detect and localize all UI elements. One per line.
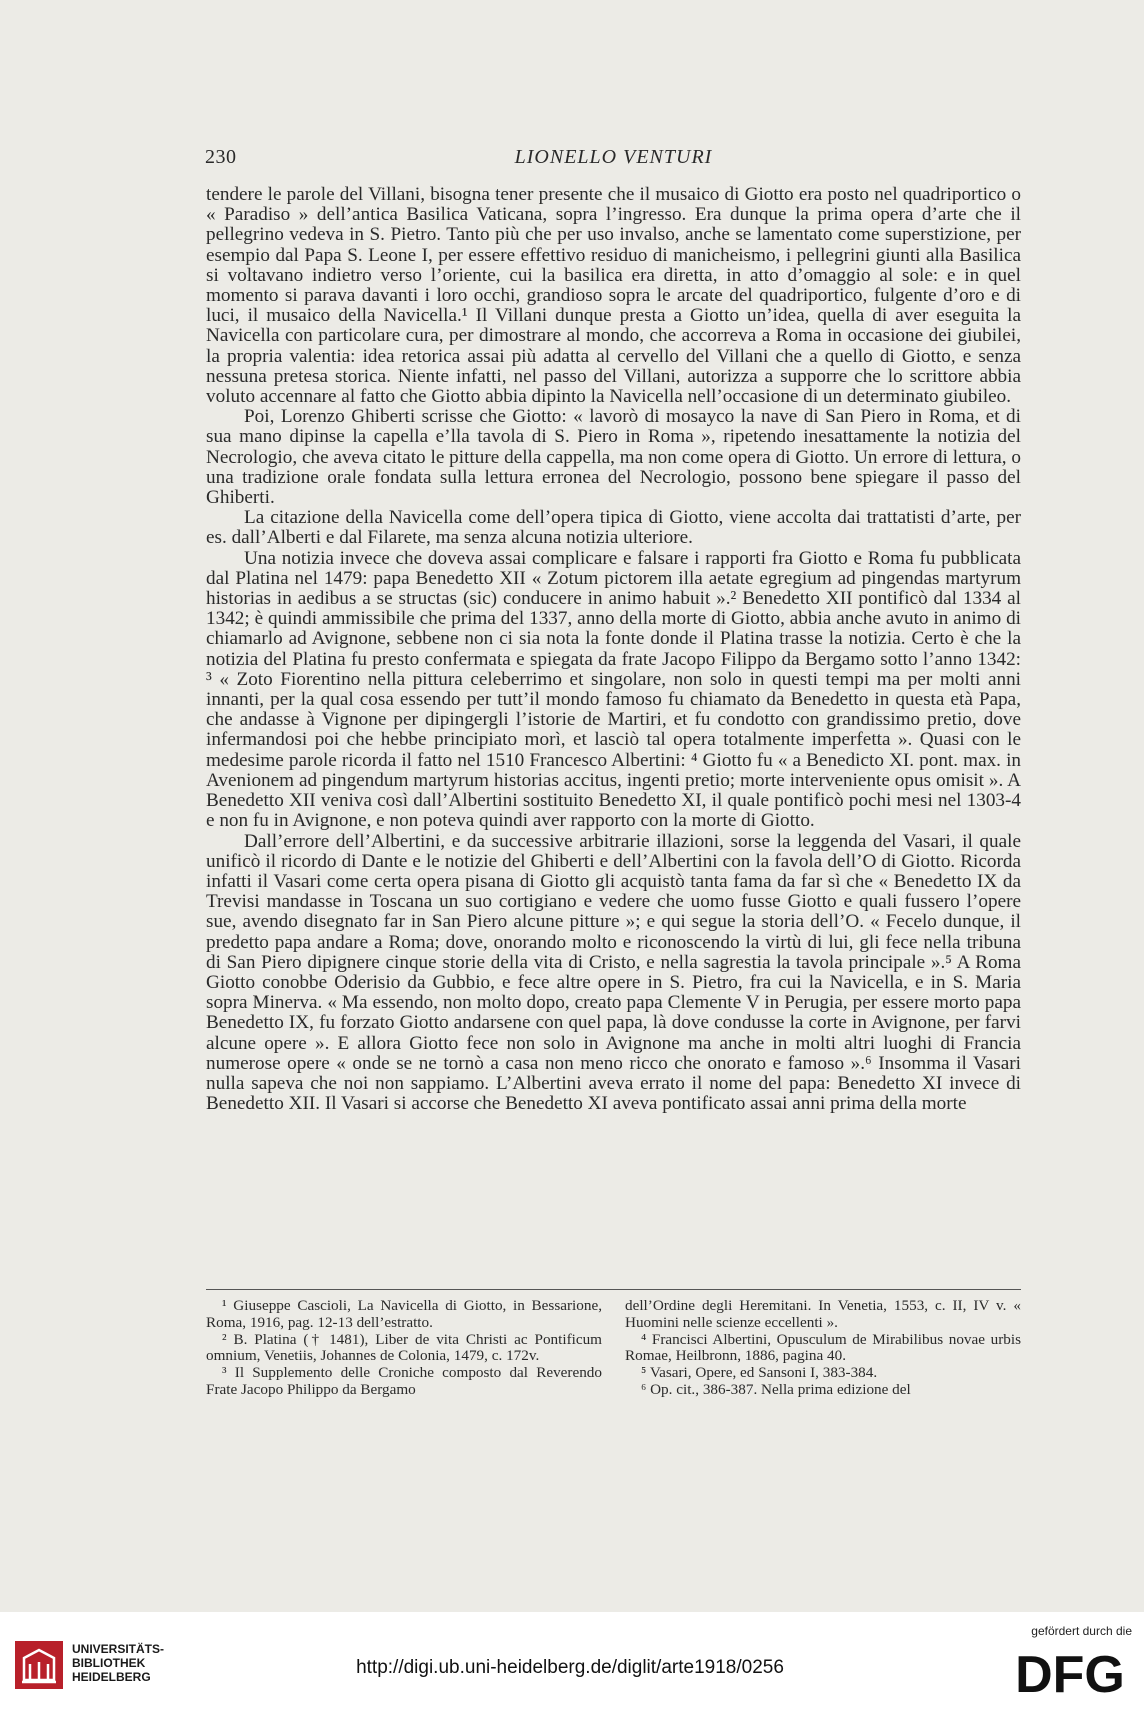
paragraph: La citazione della Navicella come dell’opera tipica di Giotto, viene accolta dai trattatisti d’arte, per es. dall’Alberti e dal Filarete, ma senza alcuna notizia ulteriore. [206, 507, 1021, 549]
body-text [206, 185, 1021, 1114]
digitization-footer [0, 1612, 1144, 1713]
footnotes-left-column [206, 1298, 602, 1399]
footnotes [206, 1298, 1021, 1399]
source-url-link[interactable]: http://digi.ub.uni-heidelberg.de/diglit/arte1918/0256 [356, 1657, 784, 1678]
dfg-funding-logo[interactable] [1002, 1622, 1132, 1706]
dfg-wordmark-icon [1008, 1646, 1132, 1698]
paragraph: Dall’errore dell’Albertini, e da successive arbitrarie illazioni, sorse la leggenda del Vasari, il quale unificò il ricordo di Dante e le notizie del Ghiberti e dell’Albertini con la favola dell’O di Giotto. Ricorda infatti il Vasari come certa opera pisana di Giotto gli acquistò tanta fama da far sì che « Benedetto IX da Trevisi mandasse in Toscana un suo cortigiano e vedere che uomo fusse Giotto e quali fussero l’opere sue, avendo disegnato far in San Piero alcune pitture »; e qui segue la storia dell’O. « Fecelo dunque, il predetto papa andare a Roma; dove, onorando molto e riconoscendo la virtù di lui, gli fece nella tribuna di San Piero dipignere cinque storie della vita di Cristo, e nella sagrestia la tavola principale ».⁵ A Roma Giotto conobbe Oderisio da Gubbio, e fece altre opere in S. Pietro, fra cui la Navicella, e in S. Maria sopra Minerva. « Ma essendo, non molto dopo, creato papa Clemente V in Perugia, per essere morto papa Benedetto IX, fu forzato Giotto andarsene con quel papa, là dove condusse la corte in Avignone, per farvi alcune opere ». E allora Giotto fece non solo in Avignone ma anche in molti altri luoghi di Francia numerose opere « onde se ne tornò a casa non meno ricco che onorato e famoso ».⁶ Insomma il Vasari nulla sapeva che noi non sappiamo. L’Albertini aveva errato il nome del papa: Benedetto XI invece di Benedetto XII. Il Vasari si accorse che Benedetto XI aveva pontificato assai anni prima della morte [206, 830, 1021, 1115]
running-head: LIONELLO VENTURI [514, 146, 713, 168]
library-seal-icon [14, 1640, 64, 1690]
paragraph: tendere le parole del Villani, bisogna tener presente che il musaico di Giotto era posto nel quadriportico o « Paradiso » dell’antica Basilica Vaticana, sopra l’ingresso. Era dunque la prima opera d’arte che il pellegrino vedeva in S. Pietro. Tanto più che per uso invalso, anche se lamentato come superstizione, per esempio dal Papa S. Leone I, per essere effettivo residuo di manicheismo, i pellegrini giunti alla Basilica si voltavano indietro verso l’oriente, cui la basilica era diretta, in atto d’omaggio al sole: e in quel momento si parava davanti i loro occhi, grandioso sopra le arcate del quadriportico, fulgente d’oro e di luci, il musaico della Navicella.¹ Il Villani dunque presta a Giotto un’idea, quella di aver eseguita la Navicella con particolare cura, per dimostrare al mondo, che accorreva a Roma in occasione dei giubilei, la propria valentia: idea retorica assai più adatta al cervello del Villani che a quello di Giotto, e senza nessuna pretesa storica. Niente infatti, nel passo del Villani, autorizza a supporre che lo scrittore abbia voluto accennare al fatto che Giotto abbia dipinto la Navicella nell’occasione di un determinato giubileo. [206, 184, 1021, 408]
paragraph: Una notizia invece che doveva assai complicare e falsare i rapporti fra Giotto e Roma fu pubblicata dal Platina nel 1479: papa Benedetto XII « Zotum pictorem illa aetate egregium ad pingendas martyrum historias in aedibus a se structas (sic) conducere in animo habuit ».² Benedetto XII pontificò dal 1334 al 1342; è quindi ammissibile che prima del 1337, anno della morte di Giotto, abbia anche avuto in animo di chiamarlo ad Avignone, sebbene non ci sia nota la fonte donde il Platina trasse la notizia. Certo è che la notizia del Platina fu presto confermata e spiegata da frate Jacopo Filippo da Bergamo sotto l’anno 1342: ³ « Zoto Fiorentino nella pittura celeberrimo et singolare, non solo in questi tempi ma per molti anni innanti, per la qual cosa essendo per tutt’il mondo famoso fu chiamato da Benedetto in questa età Papa, che andasse à Vignone per dipingergli l’istorie de Martiri, et fu condotto con grandissimo pretio, dove infermandosi poi che hebbe principiato morì, et lasciò tal opera totalmente imperfetta ». Quasi con le medesime parole ricorda il fatto nel 1510 Francesco Albertini: ⁴ Giotto fu « a Benedicto XI. pont. max. in Avenionem ad pingendum martyrum historias accitus, ingenti pretio; morte interveniente opus omisit ». A Benedetto XII veniva così dall’Albertini sostituito Benedetto XI, il quale pontificò pochi mesi nel 1303-4 e non fu in Avignone, e non poteva quindi aver rapporto con la morte di Giotto. [206, 547, 1021, 832]
footnote-rule [206, 1289, 1021, 1290]
footnote-continuation: dell’Ordine degli Heremitani. In Venetia, 1553, c. II, IV v. « Huomini nelle scienze eccellenti ». [625, 1297, 1021, 1331]
funding-caption: gefördert durch die [1031, 1624, 1132, 1638]
footnote: ² B. Platina († 1481), Liber de vita Christi ac Pontificum omnium, Venetiis, Johannes de Colonia, 1479, c. 172v. [206, 1330, 602, 1365]
svg-text:DFG: DFG [1015, 1646, 1125, 1698]
footnote: ⁴ Francisci Albertini, Opusculum de Mirabilibus novae urbis Romae, Heilbronn, 1886, pagina 40. [625, 1330, 1021, 1365]
page-number: 230 [205, 146, 237, 168]
footnotes-right-column [625, 1298, 1021, 1399]
footnote: ⁶ Op. cit., 386-387. Nella prima edizione del [641, 1380, 911, 1398]
library-logo-text: UNIVERSITÄTS- BIBLIOTHEK HEIDELBERG [72, 1642, 165, 1684]
footnote: ⁵ Vasari, Opere, ed Sansoni I, 383-384. [641, 1364, 878, 1382]
page-header [205, 142, 1022, 172]
paragraph: Poi, Lorenzo Ghiberti scrisse che Giotto: « lavorò di mosayco la nave di San Piero in Roma, et di sua mano dipinse la capella e’lla tavola di S. Piero in Roma », ripetendo inesattamente la notizia del Necrologio, che aveva citato le pitture della cappella, ma non come opera di Giotto. Un errore di lettura, o una tradizione orale fondata sulla lettura erronea del Necrologio, possono bene spiegare il passo del Ghiberti. [206, 406, 1021, 509]
footnote: ¹ Giuseppe Cascioli, La Navicella di Giotto, in Bessarione, Roma, 1916, pag. 12-13 dell’estratto. [206, 1297, 602, 1331]
footnote: ³ Il Supplemento delle Croniche composto dal Reverendo Frate Jacopo Philippo da Bergamo [206, 1364, 602, 1398]
library-logo[interactable] [14, 1636, 164, 1696]
